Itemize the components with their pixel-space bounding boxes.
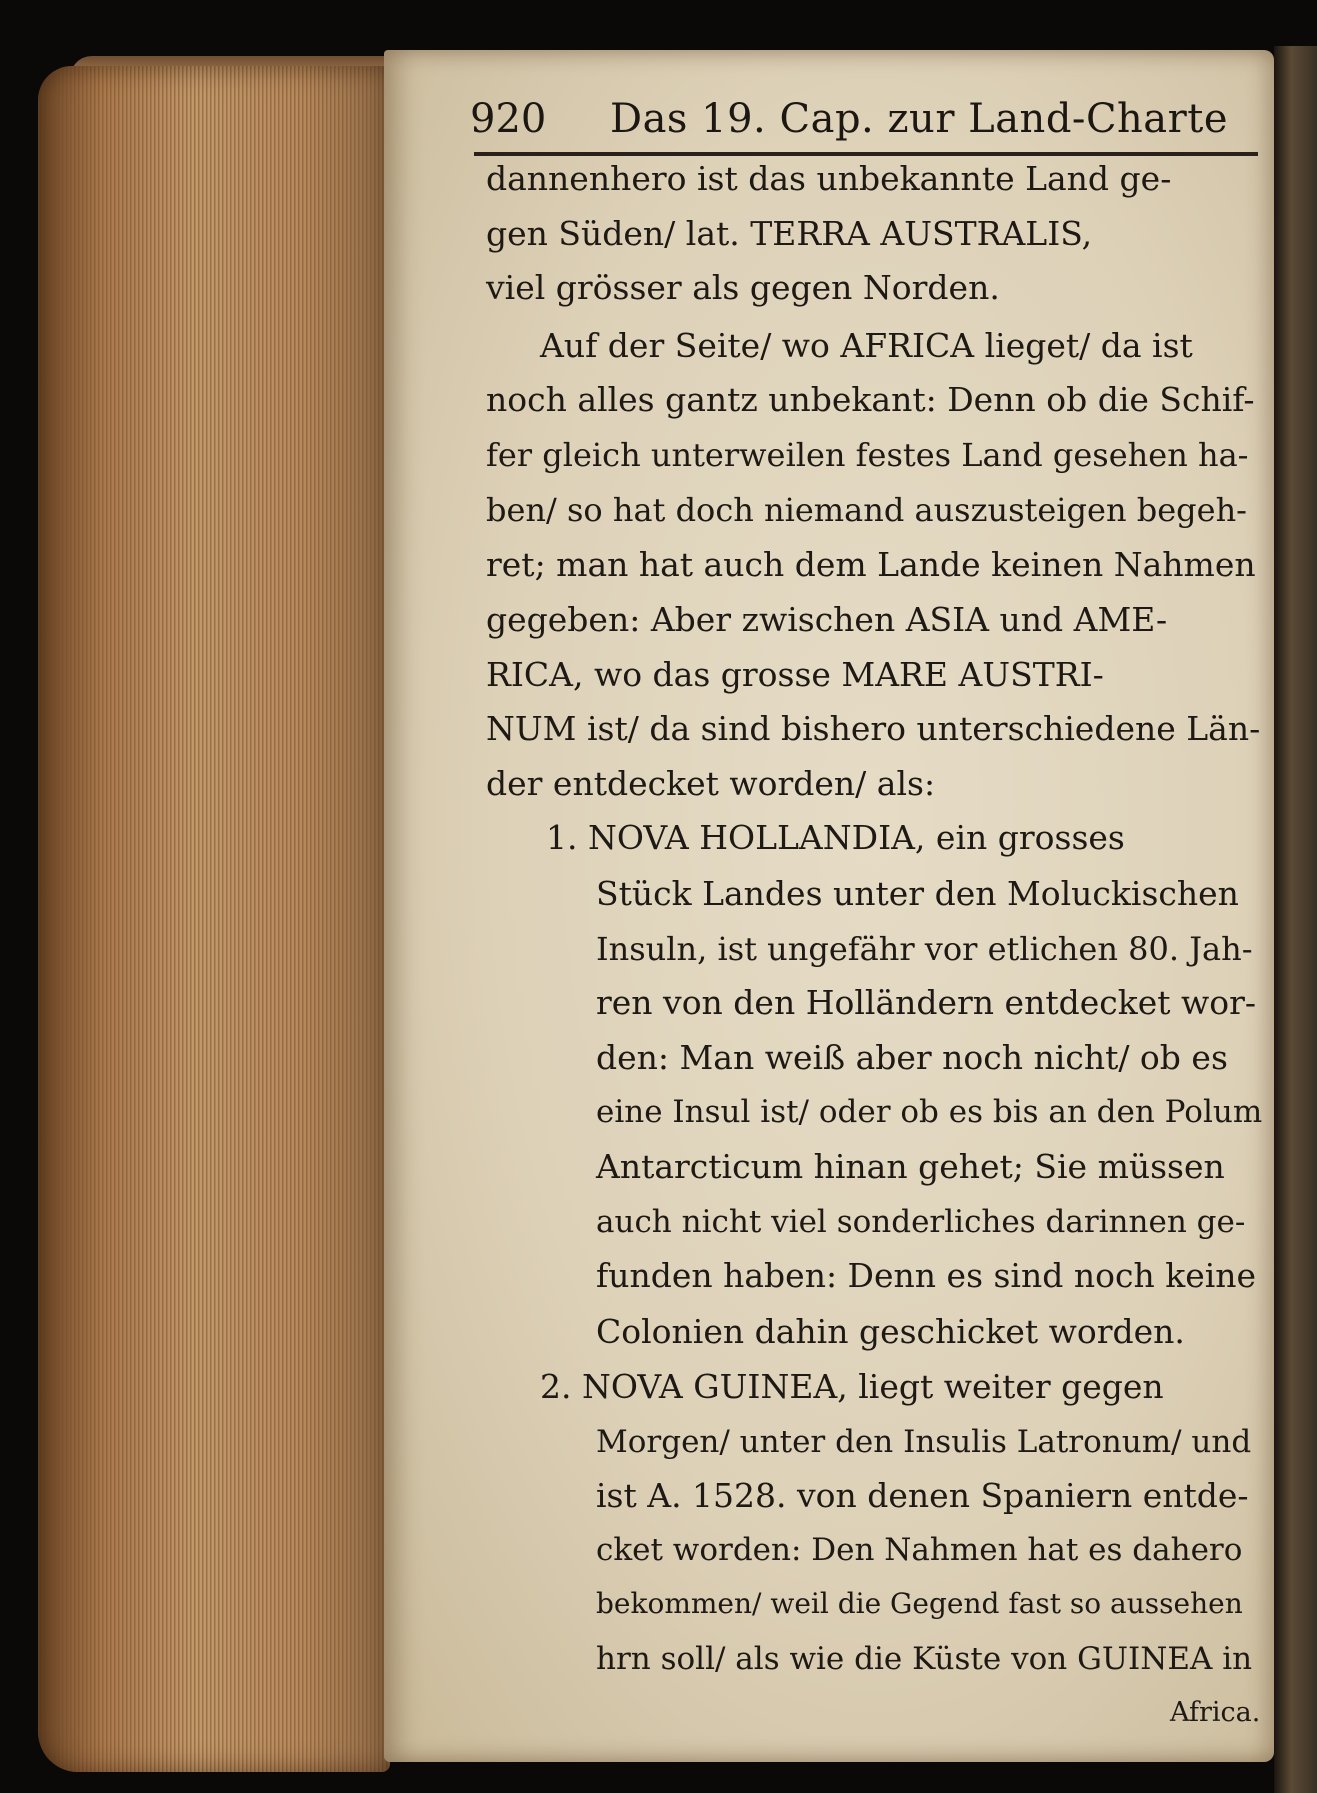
text-line: cket worden: Den Nahmen hat es dahero (596, 1531, 1243, 1568)
text-line: Stück Landes unter den Moluckischen (596, 874, 1239, 914)
text-line: Morgen/ unter den Insulis Latronum/ und (596, 1423, 1252, 1460)
text-line: Antarcticum hinan gehet; Sie müssen (596, 1147, 1225, 1187)
text-line: fer gleich unterweilen festes Land gesehen ha- (486, 435, 1249, 474)
text-line: RICA, wo das grosse MARE AUSTRI- (486, 654, 1104, 694)
text-line: bekommen/ weil die Gegend fast so aussehen (596, 1587, 1243, 1621)
running-head: Das 19. Cap. zur Land-Charte (610, 96, 1229, 142)
text-line: ren von den Holländern entdecket wor- (596, 983, 1257, 1023)
text-line: Africa. (1170, 1697, 1261, 1728)
text-line: Auf der Seite/ wo AFRICA lieget/ da ist (540, 325, 1193, 365)
text-line: Colonien dahin geschicket worden. (596, 1311, 1185, 1351)
text-line: ben/ so hat doch niemand auszusteigen begeh- (486, 491, 1247, 530)
text-line: der entdecket worden/ als: (486, 764, 936, 804)
text-line: dannenhero ist das unbekannte Land ge- (486, 159, 1172, 198)
text-line: 1. NOVA HOLLANDIA, ein grosses (546, 817, 1125, 857)
text-line: funden haben: Denn es sind noch keine (596, 1256, 1257, 1296)
text-line: den: Man weiß aber noch nicht/ ob es (596, 1037, 1228, 1077)
text-line: gen Süden/ lat. TERRA AUSTRALIS, (486, 214, 1093, 254)
text-line: NUM ist/ da sind bishero unterschiedene Län- (486, 708, 1261, 748)
text-line: noch alles gantz unbekant: Denn ob die Schif- (486, 380, 1255, 420)
text-line: auch nicht viel sonderliches darinnen ge- (596, 1203, 1246, 1240)
text-line: hrn soll/ als wie die Küste von GUINEA in (596, 1640, 1253, 1677)
text-line: gegeben: Aber zwischen ASIA und AME- (486, 600, 1168, 640)
text-line: viel grösser als gegen Norden. (486, 267, 1000, 307)
text-line: ret; man hat auch dem Lande keinen Nahmen (486, 544, 1256, 584)
text-line: 2. NOVA GUINEA, liegt weiter gegen (540, 1367, 1164, 1407)
text-line: Insuln, ist ungefähr vor etlichen 80. Jah- (596, 929, 1253, 968)
text-line: eine Insul ist/ oder ob es bis an den Polum (596, 1094, 1263, 1131)
page-number: 920 (470, 96, 547, 142)
text-line: ist A. 1528. von denen Spaniern entde- (596, 1475, 1249, 1515)
